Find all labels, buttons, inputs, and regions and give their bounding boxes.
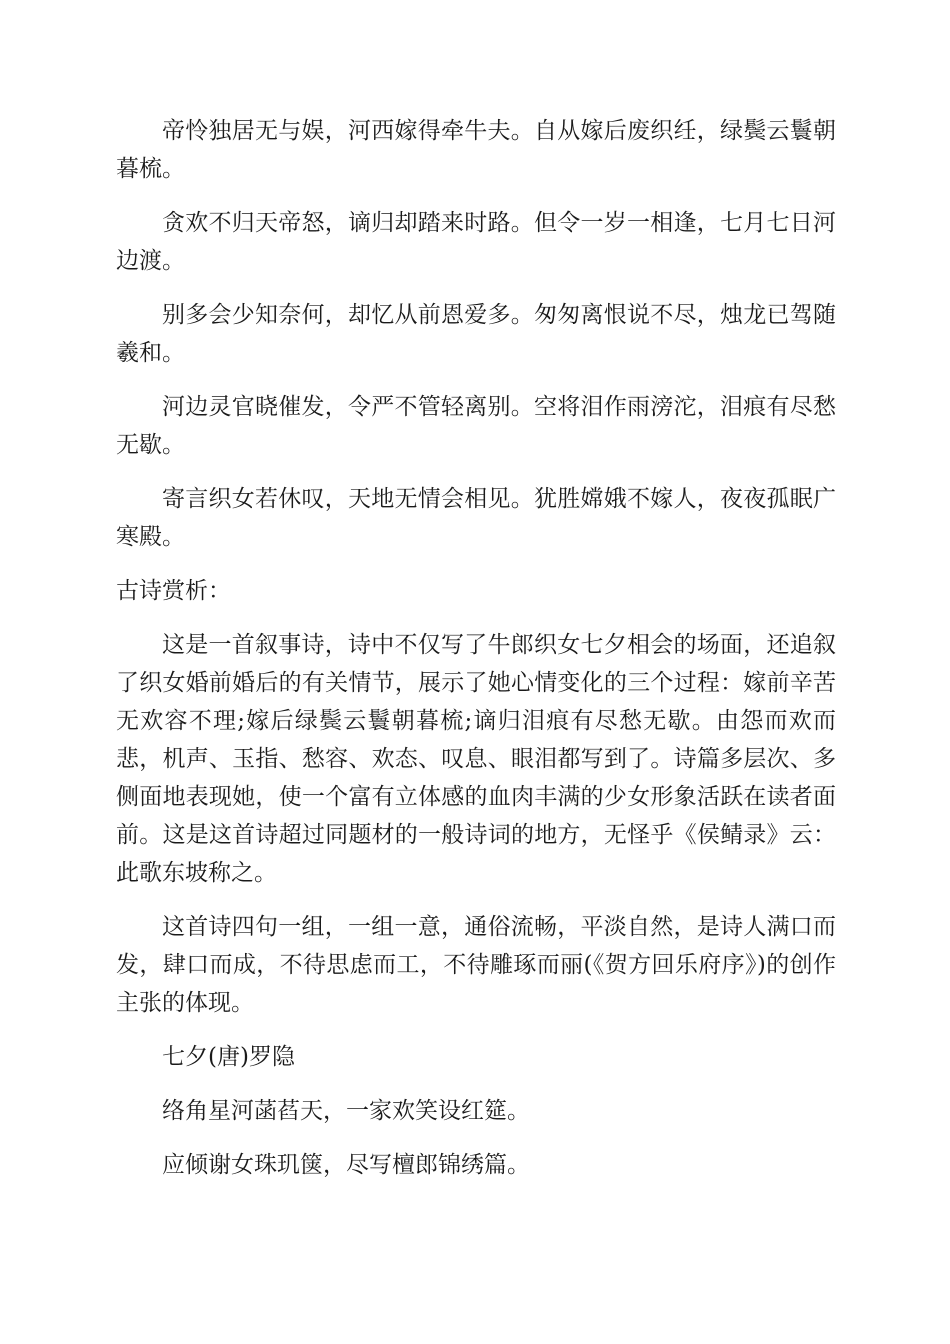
poem-stanza: 别多会少知奈何，却忆从前恩爱多。匆匆离恨说不尽，烛龙已驾随羲和。 — [116, 302, 836, 366]
poem-stanza: 河边灵官晓催发，令严不管轻离别。空将泪作雨滂沱，泪痕有尽愁无歇。 — [116, 394, 836, 458]
poem-title: 七夕(唐)罗隐 — [162, 1044, 295, 1070]
analysis-heading: 古诗赏析： — [116, 578, 231, 604]
poem-line: 应倾谢女珠玑箧，尽写檀郎锦绣篇。 — [162, 1152, 530, 1178]
poem-stanza: 贪欢不归天帝怒，谪归却踏来时路。但令一岁一相逢，七月七日河边渡。 — [116, 210, 836, 274]
poem-line: 络角星河菡萏天，一家欢笑设红筵。 — [162, 1098, 530, 1124]
poem-stanza: 帝怜独居无与娱，河西嫁得牵牛夫。自从嫁后废织纴，绿鬓云鬟朝暮梳。 — [116, 118, 836, 182]
analysis-paragraph: 这首诗四句一组，一组一意，通俗流畅，平淡自然，是诗人满口而发，肆口而成，不待思虑而工，不待雕琢而丽(《贺方回乐府序》)的创作主张的体现。 — [116, 914, 836, 1016]
poem-stanza: 寄言织女若休叹，天地无情会相见。犹胜嫦娥不嫁人，夜夜孤眠广寒殿。 — [116, 486, 836, 550]
document-body — [116, 112, 836, 1200]
analysis-paragraph: 这是一首叙事诗，诗中不仅写了牛郎织女七夕相会的场面，还追叙了织女婚前婚后的有关情节，展示了她心情变化的三个过程：嫁前辛苦无欢容不理;嫁后绿鬓云鬟朝暮梳;谪归泪痕有尽愁无歇。由怨而欢而悲，机声、玉指、愁容、欢态、叹息、眼泪都写到了。诗篇多层次、多侧面地表现她，使一个富有立体感的血肉丰满的少女形象活跃在读者面前。这是这首诗超过同题材的一般诗词的地方，无怪乎《侯鲭录》云：此歌东坡称之。 — [116, 632, 836, 886]
